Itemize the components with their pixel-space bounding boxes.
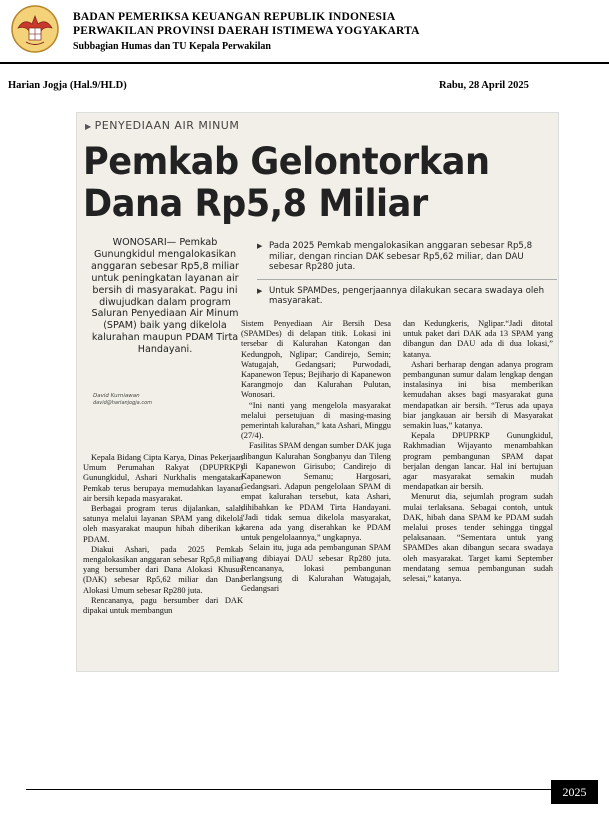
paragraph: Fasilitas SPAM dengan sumber DAK juga dibangun Kalurahan Songbanyu dan Tileng di Kapanewon Girisubo; Candirejo di Kapanewon Semanu; Hargosari, Gedangsari. Adapun pengelolaan SPAM di empat kalurahan tersebut, kata Ashari, dihibahkan ke PDAM Tirta Handayani. “Jadi tidak semua dikelola masyarakat, karena ada yang diserahkan ke PDAM untuk pengelolaannya,” ungkapnya. [241, 441, 391, 543]
body-column-2 [241, 319, 391, 594]
paragraph: Ashari berharap dengan adanya program pembangunan sumur dalam lengkap dengan instalasinya ini bisa memberikan kemudahan akses bagi masyarakat guna mendapatkan air bersih. “Terus ada upaya biar jangkauan air bersih di Masyarakat semakin luas,” katanya. [403, 359, 553, 431]
paragraph: Menurut dia, sejumlah program sudah mulai terlaksana. Sebagai contoh, untuk DAK, hibah dana SPAM ke PDAM sudah melalui proses tender sehingga tinggal pelaksanaan. “Sementara untuk yang SPAMDes akan dibangun secara swadaya oleh masyarakat. Target kami September mendatang semua pembangunan sudah selesai,” katanya. [403, 492, 553, 584]
divider [257, 279, 557, 280]
headline: Pemkab Gelontorkan Dana Rp5,8 Miliar [83, 140, 490, 225]
body-column-3 [403, 319, 553, 584]
kicker-text: PENYEDIAAN AIR MINUM [94, 119, 240, 132]
kicker [85, 119, 239, 132]
org-header [73, 10, 420, 54]
triangle-marker-icon: ▶ [85, 122, 92, 131]
byline-email: david@harianjogja.com [93, 400, 153, 406]
paragraph: Berbagai program terus dijalankan, salah satunya melalui layanan SPAM yang dikelola oleh masyarakat maupun hibah diberikan ke PDAM. [83, 504, 243, 544]
highlight-item [257, 286, 557, 307]
newspaper-clipping [77, 113, 558, 671]
org-unit: Subbagian Humas dan TU Kepala Perwakilan [73, 41, 271, 52]
paragraph: Selain itu, juga ada pembangunan SPAM yang dibiayai DAU sebesar Rp280 juta. Rencananya, lokasi pembangunan berlangsung di Kalurahan Watugajah, Gedangsari [241, 543, 391, 594]
garuda-emblem-icon [10, 4, 60, 54]
triangle-bullet-icon: ▶ [257, 242, 263, 250]
org-branch: PERWAKILAN PROVINSI DAERAH ISTIMEWA YOGYAKARTA [73, 25, 420, 37]
body-column-1 [83, 453, 243, 616]
paragraph: Kepala Bidang Cipta Karya, Dinas Pekerjaan Umum Perumahan Rakyat (DPUPRKP) Gunungkidul, Ashari Nurkhalis mengatakan Pemkab terus berupaya memudahkan layanan air bersih kepada masyarakat. [83, 453, 243, 503]
date-label: Rabu, 28 April 2025 [439, 80, 529, 91]
highlight-box [257, 241, 557, 313]
paragraph: Sistem Penyediaan Air Bersih Desa (SPAMDes) di delapan titik. Lokasi ini tersebar di Kalurahan Katongan dan Kedungpoh, Nglipar; Candirejo, Semin; Watugajah, Gedangsari; Purwodadi, Kapanewon Tepus; Bejiharjo di Kapanewon Karangmojo dan Kalurahan Pulutan, Wonosari. [241, 319, 391, 400]
highlight-text: Untuk SPAMDes, pengerjaannya dilakukan secara swadaya oleh masyarakat. [269, 285, 545, 307]
paragraph: Kepala DPUPRKP Gunungkidul, Rakhmadian Wijayanto menambahkan program pembangunan SPAM dapat berjalan dengan lancar. Hal ini bertujuan agar masyarakat semakin mudah mendapatkan air bersih. [403, 431, 553, 492]
footer-rule [26, 789, 597, 790]
paragraph: dan Kedungkeris, Nglipar.“Jadi ditotal untuk paket dari DAK ada 13 SPAM yang dibangun dan DAU ada di dua lokasi,” katanya. [403, 319, 553, 359]
paragraph: “Ini nanti yang mengelola masyarakat melalui persetujuan di masing-masing pemerintah kalurahan,” kata Ashari, Minggu (27/4). [241, 400, 391, 441]
paragraph: Diakui Ashari, pada 2025 Pemkab mengalokasikan anggaran sebesar Rp5,8 miliar yang bersumber dari Dana Alokasi Khusus (DAK) sebesar Rp5,62 miliar dan Dana Alokasi Umum sebesar Rp280 juta. [83, 544, 243, 595]
highlight-text: Pada 2025 Pemkab mengalokasikan anggaran sebesar Rp5,8 miliar, dengan rincian DAK sebesar Rp5,62 miliar, dan DAU sebesar Rp280 juta. [269, 241, 533, 273]
highlight-item [257, 241, 557, 273]
header-rule [0, 62, 609, 64]
triangle-bullet-icon: ▶ [257, 286, 263, 295]
byline-name: David Kurniawan [93, 393, 140, 399]
page-label: 2025 [551, 780, 598, 804]
org-name: BADAN PEMERIKSA KEUANGAN REPUBLIK INDONESIA [73, 11, 396, 23]
paragraph: Rencananya, pagu bersumber dari DAK dipakai untuk membangun [83, 595, 243, 616]
source-label: Harian Jogja (Hal.9/HLD) [8, 80, 127, 91]
lead-paragraph: WONOSARI— Pemkab Gunungkidul mengalokasikan anggaran sebesar Rp5,8 miliar untuk peningkatan layanan air bersih di masyarakat. Pagu ini diwujudkan dalam program Saluran Penyediaan Air Minum (SPAM) baik yang dikelola kalurahan maupun PDAM Tirta Handayani. [91, 237, 239, 356]
byline [93, 393, 152, 407]
